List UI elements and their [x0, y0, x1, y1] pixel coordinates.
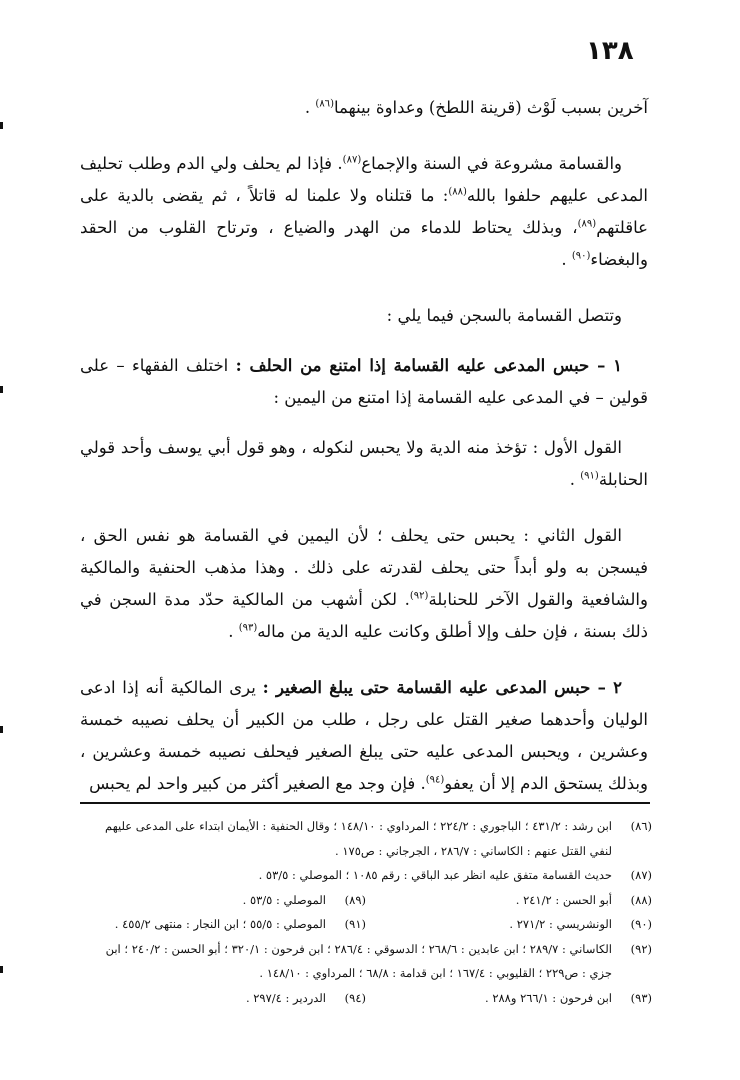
footnote-number: (٨٨): [630, 892, 652, 907]
paragraph-2: والقسامة مشروعة في السنة والإجماع$^{(٨٧)}$. فإذا لم يحلف ولي الدم وطلب تحليف المدعى عليهم حلفوا بالله$^{(٨٨)}$: ما قتلناه ولا علمنا له قاتلاً ، ثم يقضى بالدية على عاقلتهم$^{(٨٩)}$، وبذلك يحتاط للدماء من الهدر والضياع ، وترتاح القلوب من الحقد والبغضاء$^{(٩٠)}$ .: [80, 154, 648, 269]
footnote-text: الكاساني : ٢٨٩/٧ ؛ ابن عابدين : ٢٦٨/٦ ؛ الدسوقي : ٢٨٦/٤ ؛ ابن فرحون : ٣٢٠/١ ؛ أبو الحسن : ٢٤٠/٢ ؛ ابن جزي : ص٢٢٩ ؛ القليوبي : ١٦٧/٤ ؛ ابن قدامة : ٦٨/٨ ؛ المرداوي : ١٤٨/١٠ .: [105, 941, 612, 980]
footnote-ref-87[interactable]: (٨٧): [342, 154, 362, 166]
footnote-91: [80, 912, 366, 937]
section-1: [80, 350, 648, 414]
paragraph-3-text: وتتصل القسامة بالسجن فيما يلي :: [386, 306, 622, 325]
paragraph-1-text: آخرين بسبب لَوْث (قرينة اللطخ) وعداوة بينهما: [333, 98, 648, 117]
footnote-89: [80, 888, 366, 913]
footnote-row: [80, 912, 652, 937]
footnote-number: (٨٦): [630, 819, 652, 833]
footnote-number: (٩٠): [630, 917, 652, 931]
footnote-text: ابن فرحون : ٢٦٦/١ و٢٨٨ .: [485, 990, 612, 1005]
section-2-heading: ٢ – حبس المدعى عليه القسامة حتى يبلغ الصغير :: [262, 678, 622, 697]
footnote-number: (٩٤): [344, 990, 366, 1005]
section-1-text: اختلف الفقهاء – على قولين – في المدعى عليه القسامة إذا امتنع من اليمين :: [80, 356, 648, 407]
footnote-87: [80, 863, 652, 888]
footnote-text: الموصلي : ٥٣/٥ .: [242, 892, 326, 907]
footnote-ref-90[interactable]: (٩٠): [571, 250, 591, 262]
footnotes: [80, 814, 652, 1010]
opinion-1-text: القول الأول : تؤخذ منه الدية ولا يحبس لنكوله ، وهو قول أبي يوسف وأحد قولي الحنابلة: [80, 438, 648, 489]
main-text: [80, 92, 648, 800]
opinion-2: القول الثاني : يحبس حتى يحلف ؛ لأن اليمين في القسامة هو نفس الحق ، فيسجن به ولو أبداً حتى يحلف لقدرته على ذلك . وهذا مذهب الحنفية والمالكية والشافعية والقول الآخر للحنابلة$^{(٩٢)}$. لكن أشهب من المالكية حدّد مدة السجن في ذلك بسنة ، فإن حلف وإلا أطلق وكانت عليه الدية من ماله$^{(٩٣)}$ .: [80, 526, 648, 641]
page-number: ١٣٨: [586, 36, 634, 66]
margin-mark: [0, 966, 3, 973]
opinion-1: القول الأول : تؤخذ منه الدية ولا يحبس لنكوله ، وهو قول أبي يوسف وأحد قولي الحنابلة$^{(٩١)}$ .: [80, 438, 648, 489]
footnote-88: [366, 888, 652, 913]
footnote-ref-86[interactable]: (٨٦): [315, 98, 334, 110]
footnote-ref-94[interactable]: (٩٤): [425, 774, 445, 786]
footnote-row: [80, 986, 652, 1011]
footnote-text: الدردير : ٢٩٧/٤ .: [245, 990, 326, 1005]
margin-mark: [0, 726, 3, 733]
footnote-90: [366, 912, 652, 937]
footnote-93: [366, 986, 652, 1011]
paragraph-2-text-d: ، وبذلك يحتاط للدماء من الهدر والضياع ، وترتاح القلوب من الحقد والبغضاء: [80, 218, 648, 269]
footnote-86: [80, 814, 652, 863]
footnote-92: [80, 937, 652, 986]
footnote-separator: [80, 802, 650, 804]
footnote-text: الموصلي : ٥٥/٥ ؛ ابن النجار : منتهى ٤٥٥/٢ .: [114, 917, 326, 931]
section-2-text-a: يرى المالكية أنه إذا ادعى الوليان وأحدهما صغير القتل على رجل ، طلب من الكبير أن يحلف نصيبه خمسة وعشرين ، ويحبس المدعى عليه حتى يبلغ الصغير فيحلف نصيبه خمسة وعشرين ، وبذلك يستحق الدم إلا أن يعفو: [80, 678, 648, 793]
footnote-number: (٨٧): [630, 868, 652, 882]
footnote-text: ابن رشد : ٤٣١/٢ ؛ الباجوري : ٢٢٤/٢ ؛ المرداوي : ١٤٨/١٠ ؛ وقال الحنفية : الأيمان ابتداء على المدعى عليهم لنفي القتل عنهم : الكاساني : ٢٨٦/٧ ، الجرجاني : ص١٧٥ .: [105, 819, 612, 858]
opinion-2-text-b: . لكن أشهب من المالكية حدّد مدة السجن في ذلك بسنة ، فإن حلف وإلا أطلق وكانت عليه الدية من ماله: [80, 590, 648, 641]
paragraph-1: آخرين بسبب لَوْث (قرينة اللطخ) وعداوة بينهما$^{(٨٦)}$ .: [304, 98, 648, 117]
section-2-text-b: . فإن وجد مع الصغير أكثر من كبير واحد لم يحبس: [89, 774, 426, 793]
paragraph-2-text-c: : ما قتلناه ولا علمنا له قاتلاً ، ثم يقضى بالدية على عاقلتهم: [80, 186, 648, 237]
footnote-ref-91[interactable]: (٩١): [580, 470, 599, 482]
footnote-ref-92[interactable]: (٩٢): [409, 590, 429, 602]
footnote-94: [80, 986, 366, 1011]
section-2: [80, 672, 648, 800]
footnote-ref-88[interactable]: (٨٨): [448, 186, 467, 198]
footnote-number: (٩٢): [630, 941, 652, 956]
footnote-ref-89[interactable]: (٨٩): [577, 218, 597, 230]
margin-mark: [0, 122, 3, 129]
footnote-text: الونشريسي : ٢٧١/٢ .: [509, 917, 612, 931]
footnote-number: (٩٣): [630, 990, 652, 1005]
footnote-text: حديث القسامة متفق عليه انظر عبد الباقي : رقم ١٠٨٥ ؛ الموصلي : ٥٣/٥ .: [258, 868, 612, 882]
footnote-number: (٨٩): [344, 892, 366, 907]
footnote-text: أبو الحسن : ٢٤١/٢ .: [515, 892, 612, 907]
footnote-row: [80, 888, 652, 913]
margin-mark: [0, 386, 3, 393]
footnote-number: (٩١): [344, 917, 366, 931]
footnote-ref-93[interactable]: (٩٣): [238, 622, 258, 634]
opinion-2-text-a: القول الثاني : يحبس حتى يحلف ؛ لأن اليمين في القسامة هو نفس الحق ، فيسجن به ولو أبداً حتى يحلف لقدرته على ذلك . وهذا مذهب الحنفية والمالكية والشافعية والقول الآخر للحنابلة: [80, 526, 648, 609]
paragraph-2-text-b: . فإذا لم يحلف ولي الدم وطلب تحليف المدعى عليهم حلفوا بالله: [80, 154, 648, 205]
paragraph-2-text-a: والقسامة مشروعة في السنة والإجماع: [361, 154, 623, 173]
section-1-heading: ١ – حبس المدعى عليه القسامة إذا امتنع من الحلف :: [235, 356, 623, 375]
paragraph-3: [80, 300, 648, 332]
